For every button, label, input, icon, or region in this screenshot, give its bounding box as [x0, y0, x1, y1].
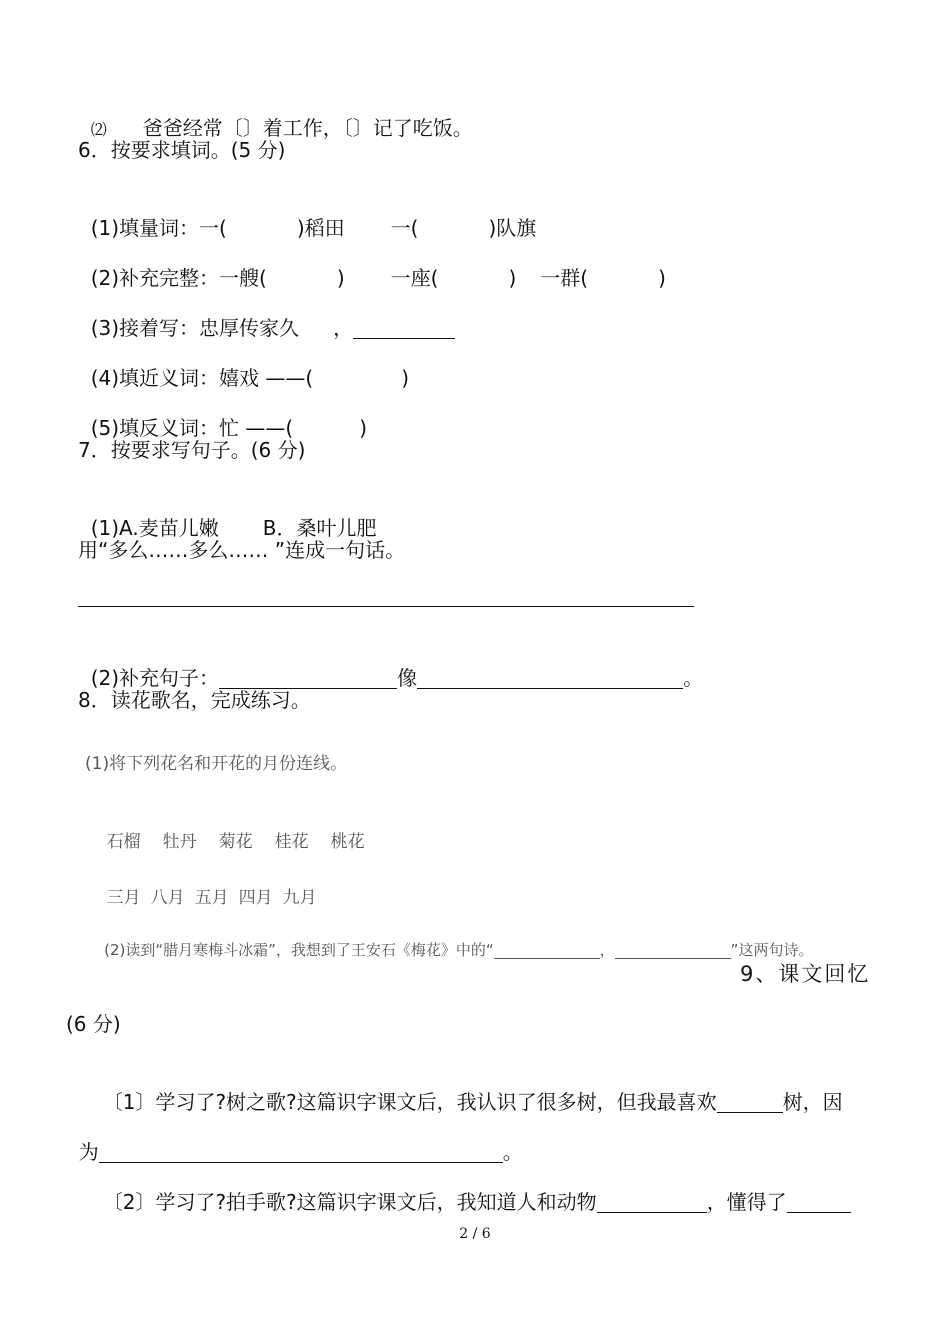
- q5-item2: ⑵ 爸爸经常〔〕着工作，〔〕记了吃饭。: [90, 116, 473, 140]
- answer-blank[interactable]: [597, 1192, 707, 1213]
- answer-blank[interactable]: [494, 942, 600, 959]
- q7-item2: (2)补充句子： 像 。: [90, 666, 704, 690]
- answer-blank[interactable]: [615, 942, 731, 959]
- q6-item1: (1)填量词：一( )稻田 一( )队旗: [90, 216, 537, 240]
- answer-blank[interactable]: [717, 1092, 783, 1113]
- q9-score: (6 分): [66, 1012, 121, 1036]
- month-list: 三月 八月 五月 四月 九月: [106, 888, 317, 908]
- q9-item1-line2: 为 。: [78, 1140, 523, 1164]
- q8-exercise-image: [85, 745, 814, 959]
- q8-title: 8．读花歌名，完成练习。: [78, 688, 311, 712]
- q8-part2: (2)读到“腊月寒梅斗冰霜”，我想到了王安石《梅花》中的“ ， ”这两句诗。: [104, 941, 814, 959]
- q6-item3: (3)接着写：忠厚传家久 ，: [78, 286, 455, 342]
- answer-blank[interactable]: [417, 668, 683, 689]
- q7-item1: (1)A.麦苗儿嫩 B．桑叶儿肥: [90, 516, 377, 540]
- q9-item2: 〔2〕学习了?拍手歌?这篇识字课文后，我知道人和动物 ，懂得了: [90, 1160, 851, 1216]
- q6-item4: (4)填近义词：嬉戏 ——( ): [90, 366, 410, 390]
- answer-line[interactable]: [78, 606, 694, 607]
- q6-item5: (5)填反义词：忙 ——( ): [90, 416, 368, 440]
- q9-item1-line1: 〔1〕学习了?树之歌?这篇识字课文后，我认识了很多树，但我最喜欢 树，因: [102, 1090, 843, 1114]
- q6-title: 6．按要求填词。(5 分): [78, 138, 286, 162]
- q6-item2: (2)补充完整：一艘( ) 一座( ) 一群( ): [90, 266, 666, 290]
- q7-instruction: 用“多么……多么…… ”连成一句话。: [78, 538, 406, 562]
- item-number: ⑵: [90, 120, 107, 139]
- q7-title: 7．按要求写句子。(6 分): [78, 438, 306, 462]
- flower-list: 石榴 牡丹 菊花 桂花 桃花: [106, 832, 365, 852]
- answer-blank[interactable]: [787, 1192, 851, 1213]
- q8-part1: (1)将下列花名和开花的月份连线。: [85, 754, 348, 774]
- page-number: 2 / 6: [459, 1226, 491, 1242]
- q9-title: 9、课文回忆: [740, 962, 871, 986]
